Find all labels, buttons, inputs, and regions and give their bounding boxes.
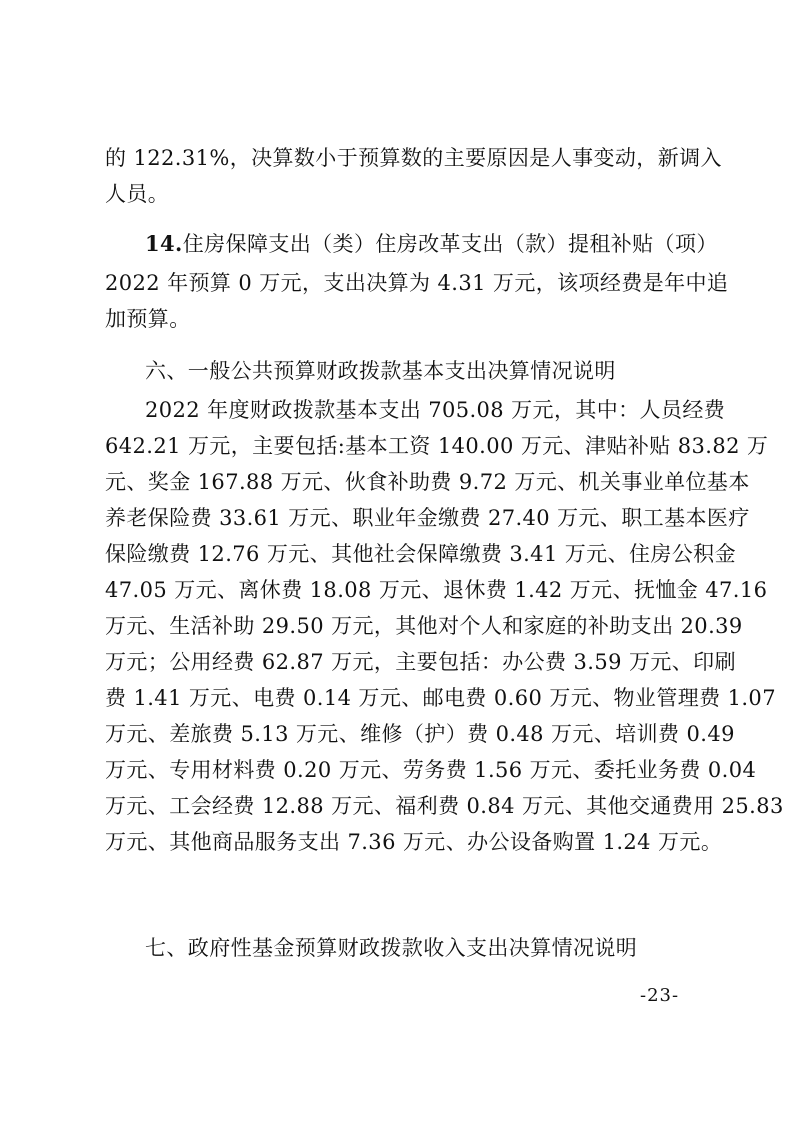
text-line: 养老保险费 33.61 万元、职业年金缴费 27.40 万元、职工基本医疗 bbox=[105, 506, 750, 530]
item-14-body bbox=[105, 265, 729, 337]
text-line: 2022 年预算 0 万元，支出决算为 4.31 万元，该项经费是年中追 bbox=[105, 271, 729, 295]
text-line: 保险缴费 12.76 万元、其他社会保障缴费 3.41 万元、住房公积金 bbox=[105, 542, 736, 566]
section-6-heading: 六、一般公共预算财政拨款基本支出决算情况说明 bbox=[145, 359, 616, 383]
text-line: 万元、差旅费 5.13 万元、维修（护）费 0.48 万元、培训费 0.49 bbox=[105, 722, 735, 746]
text-line: 的 122.31%，决算数小于预算数的主要原因是人事变动，新调入 bbox=[105, 146, 722, 170]
text-line: 万元、生活补助 29.50 万元，其他对个人和家庭的补助支出 20.39 bbox=[105, 614, 743, 638]
section-7-heading: 七、政府性基金预算财政拨款收入支出决算情况说明 bbox=[145, 936, 638, 960]
text-line: 642.21 万元，主要包括:基本工资 140.00 万元、津贴补贴 83.82 万 bbox=[105, 434, 769, 458]
text-line: 费 1.41 万元、电费 0.14 万元、邮电费 0.60 万元、物业管理费 1.07 bbox=[105, 686, 776, 710]
section-6-body bbox=[105, 428, 784, 860]
paragraph-continuation bbox=[105, 140, 722, 212]
item-14-title: 住房保障支出（类）住房改革支出（款）提租补贴（项） bbox=[182, 232, 718, 256]
item-number: 14. bbox=[145, 231, 183, 256]
text-line: 人员。 bbox=[105, 182, 170, 206]
text-line: 万元、工会经费 12.88 万元、福利费 0.84 万元、其他交通费用 25.83 bbox=[105, 794, 784, 818]
text-line: 元、奖金 167.88 万元、伙食补助费 9.72 万元、机关事业单位基本 bbox=[105, 470, 750, 494]
item-14-first-line bbox=[145, 226, 718, 262]
section-6-first-line: 2022 年度财政拨款基本支出 705.08 万元，其中：人员经费 bbox=[145, 398, 726, 422]
text-line: 47.05 万元、离休费 18.08 万元、退休费 1.42 万元、抚恤金 47.16 bbox=[105, 578, 768, 602]
text-line: 万元；公用经费 62.87 万元，主要包括：办公费 3.59 万元、印刷 bbox=[105, 650, 736, 674]
page-number: -23- bbox=[640, 985, 680, 1006]
text-line: 万元、专用材料费 0.20 万元、劳务费 1.56 万元、委托业务费 0.04 bbox=[105, 758, 757, 782]
text-line: 万元、其他商品服务支出 7.36 万元、办公设备购置 1.24 万元。 bbox=[105, 830, 723, 854]
text-line: 加预算。 bbox=[105, 307, 191, 331]
